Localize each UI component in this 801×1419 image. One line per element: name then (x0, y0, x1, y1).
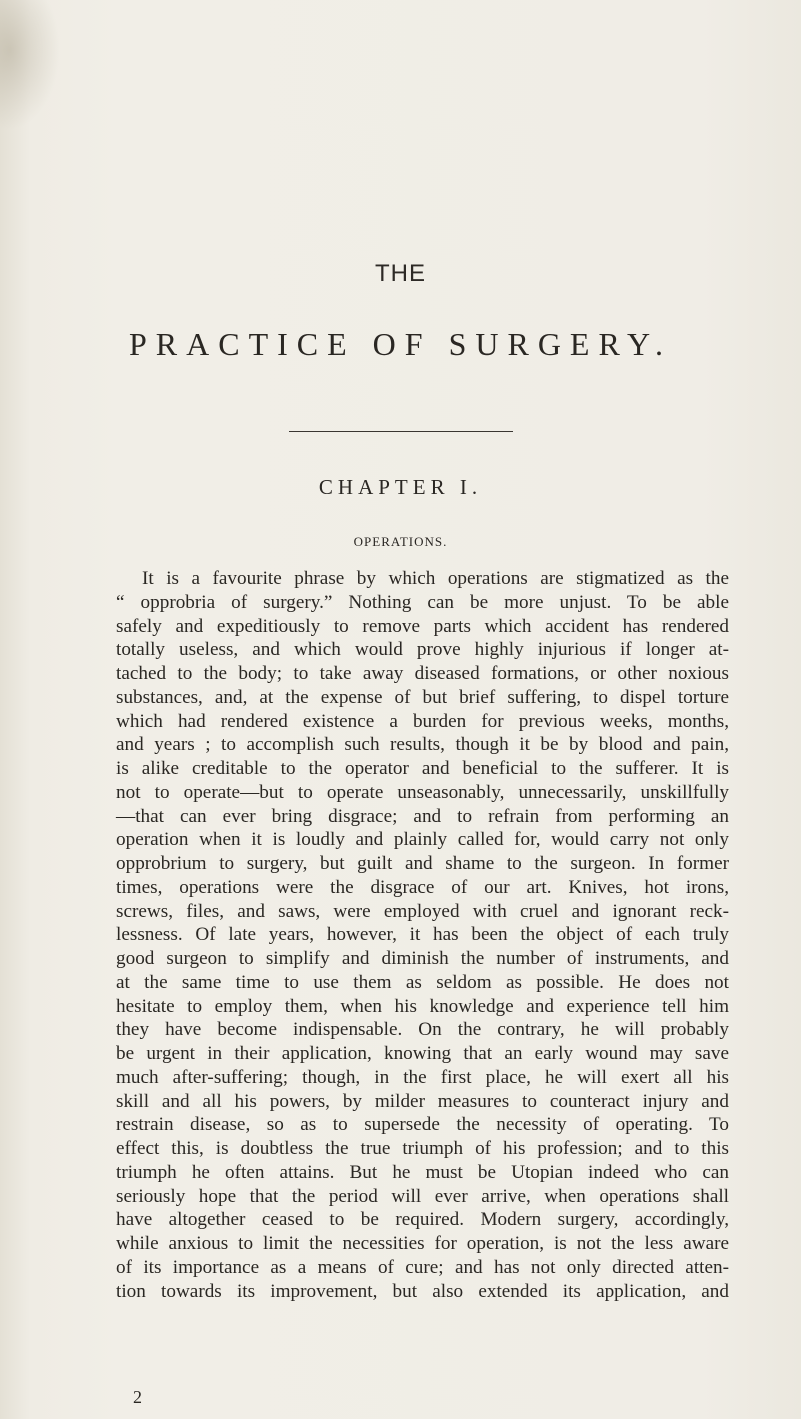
running-head: THE (375, 260, 426, 287)
body-line: operation when it is loudly and plainly called for, would carry not only (116, 829, 729, 851)
body-line: totally useless, and which would prove highly injurious if longer at- (116, 639, 729, 661)
body-line: screws, files, and saws, were employed with cruel and ignorant reck- (116, 900, 729, 922)
body-line: good surgeon to simplify and diminish the number of instruments, and (116, 948, 729, 969)
body-line: opprobrium to surgery, but guilt and shame to the surgeon. In former (116, 853, 729, 874)
body-line: times, operations were the disgrace of our art. Knives, hot irons, (116, 876, 729, 898)
body-line: skill and all his powers, by milder measures to counteract injury and (116, 1090, 729, 1112)
body-line: be urgent in their application, knowing that an early wound may save (116, 1043, 729, 1064)
body-line: tached to the body; to take away diseased formations, or other noxious (116, 663, 729, 684)
body-line: seriously hope that the period will ever arrive, when operations shall (116, 1185, 729, 1207)
body-line: which had rendered existence a burden for previous weeks, months, (116, 710, 729, 732)
body-line: —that can ever bring disgrace; and to refrain from performing an (116, 805, 729, 827)
body-line: safely and expeditiously to remove parts which accident has rendered (116, 615, 729, 637)
body-line: is alike creditable to the operator and beneficial to the sufferer. It is (116, 758, 729, 779)
body-line: It is a favourite phrase by which operations are stigmatized as the (142, 568, 729, 589)
body-line: substances, and, at the expense of but brief suffering, to dispel torture (116, 686, 729, 708)
body-line: effect this, is doubtless the true triumph of his profession; and to this (116, 1138, 729, 1159)
section-heading: OPERATIONS. (353, 534, 448, 549)
body-line: much after-suffering; though, in the first place, he will exert all his (116, 1066, 729, 1088)
body-line: hesitate to employ them, when his knowledge and experience tell him (116, 995, 729, 1017)
body-line: lessness. Of late years, however, it has been the object of each truly (116, 924, 729, 946)
body-line: tion towards its improvement, but also extended its application, and (116, 1280, 729, 1302)
body-line: have altogether ceased to be required. Modern surgery, accordingly, (116, 1209, 729, 1231)
signature-mark: 2 (133, 1387, 142, 1407)
title-rule (289, 431, 513, 432)
body-line: not to operate—but to operate unseasonably, unnecessarily, unskillfully (116, 781, 729, 803)
body-line: at the same time to use them as seldom as possible. He does not (116, 971, 729, 993)
body-paragraph (116, 567, 729, 1303)
page-edge-stain (0, 0, 60, 130)
body-line: of its importance as a means of cure; and has not only directed atten- (116, 1256, 729, 1278)
body-line: they have become indispensable. On the contrary, he will probably (116, 1019, 729, 1041)
chapter-heading: CHAPTER I. (318, 475, 483, 499)
body-line: “ opprobria of surgery.” Nothing can be more unjust. To be able (116, 591, 729, 613)
body-line: while anxious to limit the necessities for operation, is not the less aware (116, 1233, 729, 1254)
body-line: restrain disease, so as to supersede the necessity of operating. To (116, 1114, 729, 1136)
body-line: and years ; to accomplish such results, though it be by blood and pain, (116, 734, 729, 756)
book-title: PRACTICE OF SURGERY. (128, 326, 673, 362)
body-line: triumph he often attains. But he must be Utopian indeed who can (116, 1161, 729, 1183)
